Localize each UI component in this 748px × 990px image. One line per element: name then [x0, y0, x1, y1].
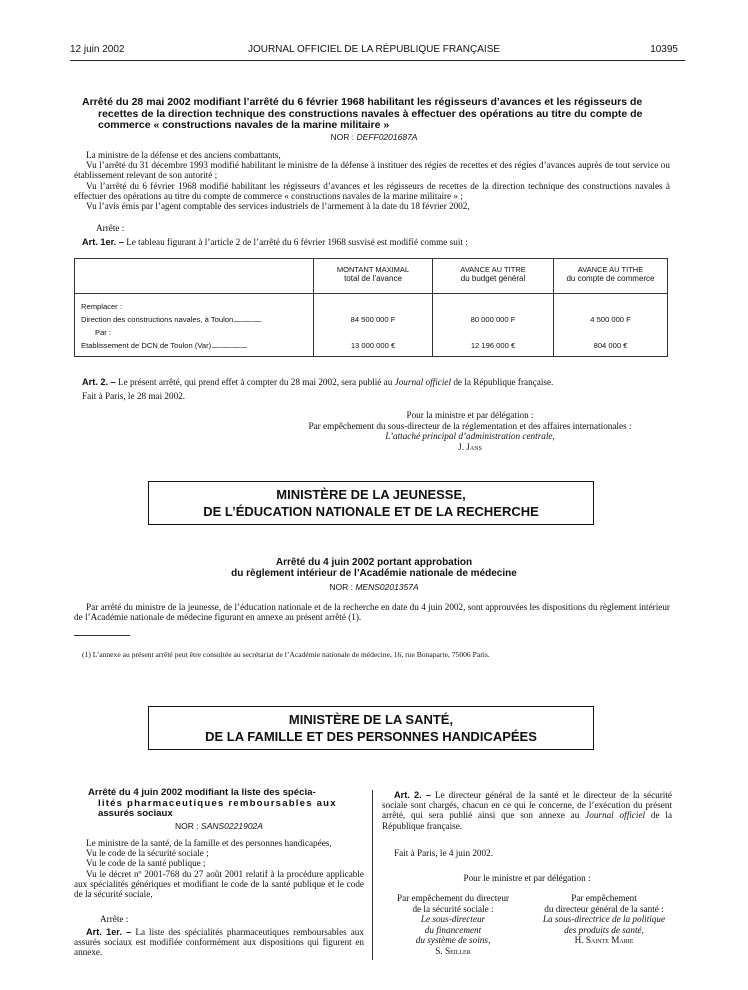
header-page-number: 10395 [650, 44, 678, 55]
ministry-jeunesse-heading: MINISTÈRE DE LA JEUNESSE, DE L’ÉDUCATION NATIONALE ET DE LA RECHERCHE [148, 481, 594, 525]
arrete3-fait: Fait à Paris, le 4 juin 2002. [394, 848, 494, 858]
arrete1-nor: NOR : DEFF0201687A [330, 132, 418, 142]
arrete3-arrete: Arrête : [100, 914, 129, 924]
arrete3-article1: Art. 1er. – La liste des spécialités pharmaceutiques remboursables aux assurés sociaux est modifiée conformément aux dispositions qui figurent en annexe. [74, 927, 364, 958]
header-date: 12 juin 2002 [70, 44, 125, 55]
arrete1-fait: Fait à Paris, le 28 mai 2002. [82, 391, 186, 401]
arrete2-title: Arrêté du 4 juin 2002 portant approbation du règlement intérieur de l’Académie nationale de médecine [231, 557, 517, 579]
column-divider [372, 790, 373, 960]
footnote-rule [74, 635, 130, 636]
arrete2-text: Par arrêté du ministre de la jeunesse, de l’éducation nationale et de la recherche en date du 4 juin 2002, sont approuvées les dispositions du règlement intérieur de l’Académie nationale de médecine figurant en annexe au présent arrêté (1). [74, 602, 670, 623]
col-commerce-header: AVANCE AU TITHE du compte de commerce [554, 259, 668, 294]
arrete2-footnote: (1) L’annexe au présent arrêté peut être consultée au secrétariat de l’Académie nationale de médecine, 16, rue Bonaparte, 75006 Paris. [82, 650, 490, 659]
arrete3-title: Arrêté du 4 juin 2002 modifiant la liste des spécia- lités pharmaceutiques remboursables aux assurés sociaux [88, 787, 337, 819]
arrete1-article1: Art. 1er. – Le tableau figurant à l’article 2 de l’arrêté du 6 février 1968 susvisé est modifié comme suit : [82, 237, 468, 247]
table-col-commerce: 4 500 000 F 804 000 € [554, 294, 668, 357]
col-budget-header: AVANCE AU TITRE du budget général [433, 259, 554, 294]
arrete1-article2: Art. 2. – Le présent arrêté, qui prend effet à compter du 28 mai 2002, sera publié au Journal officiel de la République française. [82, 377, 554, 387]
col-montant-header: MONTANT MAXIMAL total de l’avance [314, 259, 433, 294]
arrete3-signature-right: Par empêchement du directeur général de la santé : La sous-directrice de la politique des produits de santé, H. Sainte Marie [542, 893, 666, 945]
arrete3-sig-main: Pour le ministre et par délégation : [463, 873, 591, 883]
arrete3-nor: NOR : SANS0221902A [175, 821, 263, 831]
arrete1-arrete: Arrête : [96, 223, 125, 233]
arrete2-nor: NOR : MENS0201357A [329, 582, 419, 592]
arrete1-preamble: La ministre de la défense et des anciens combattants, Vu l’arrêté du 31 décembre 1993 modifié habilitant le ministre de la défense à instituer des régies de recettes et des régies d’avances auprès de tout service ou établissement relevant de son autorité ; Vu l’arrêté du 6 février 1968 modifié habilitant les régisseurs d’avances et les régisseurs de recettes de la direction technique des constructions navales à effectuer des opérations au titre du compte de commerce « constructions navales de la marine militaire » ; Vu l’avis émis par l’agent comptable des services industriels de l’armement à la date du 18 février 2002, [74, 150, 670, 212]
ministry-sante-heading: MINISTÈRE DE LA SANTÉ, DE LA FAMILLE ET DES PERSONNES HANDICAPÉES [148, 706, 594, 750]
header-rule [70, 60, 685, 61]
table-col-montant: 84 500 000 F 13 000 000 € [314, 294, 433, 357]
header-journal-title: JOURNAL OFFICIEL DE LA RÉPUBLIQUE FRANÇAISE [247, 44, 501, 55]
arrete3-preamble: Le ministre de la santé, de la famille et des personnes handicapées, Vu le code de la sécurité sociale ; Vu le code de la santé publique ; Vu le décret nº 2001-768 du 27 août 2001 relatif à la procédure applicable aux spécialités génériques et modifiant le code de la santé publique et le code de la sécurité sociale, [74, 838, 364, 900]
arrete3-signature-left: Par empêchement du directeur de la sécurité sociale : Le sous-directeur du financement du système de soins, S. Seiller [397, 893, 509, 956]
table-row-labels: Remplacer : Direction des constructions navales, à Toulon......................... Par : Etablissement de DCN de Toulon (Var)................................ [75, 294, 314, 357]
arrete3-article2: Art. 2. – Le directeur général de la santé et le directeur de la sécurité sociale sont chargés, chacun en ce qui le concerne, de l’exécution du présent arrêté, qui sera publié ainsi que son annexe au Journal officiel de la République française. [382, 790, 673, 831]
arrete1-signature: Pour la ministre et par délégation : Par empêchement du sous-directeur de la réglementation et des affaires internationales : L’attaché principal d’administration centrale, J. Jans [308, 410, 632, 452]
table-col-budget: 80 000 000 F 12 196 000 € [433, 294, 554, 357]
avance-table [74, 258, 668, 357]
arrete1-title: Arrêté du 28 mai 2002 modifiant l’arrêté du 6 février 1968 habilitant les régisseurs d’avances et les régisseurs de recettes de la direction technique des constructions navales à effectuer des opérations au titre du compte de commerce « constructions navales de la marine militaire » [82, 96, 643, 131]
